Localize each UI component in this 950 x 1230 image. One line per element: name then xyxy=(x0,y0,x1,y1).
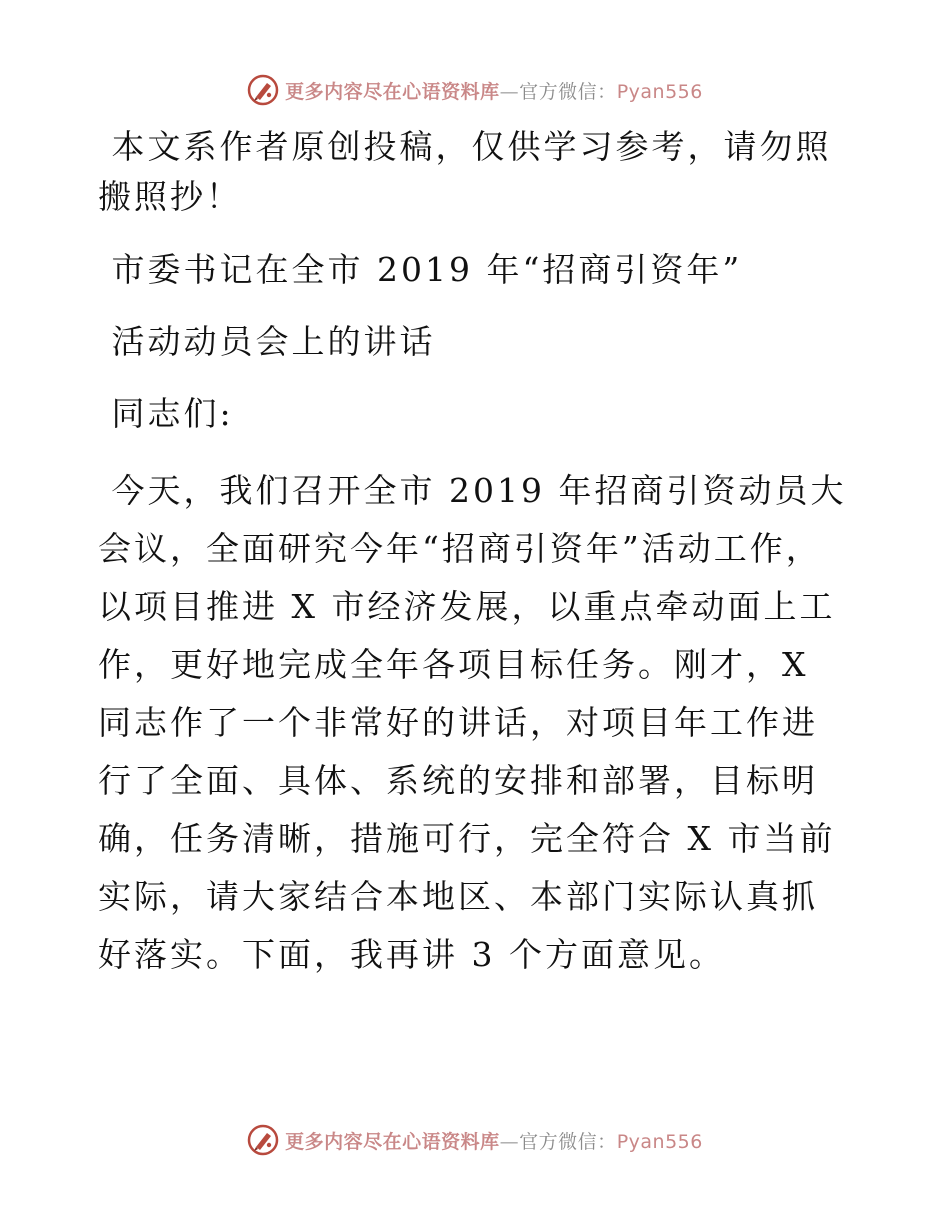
banner-text: 更多内容尽在心语资料库—官方微信：Pyan556 xyxy=(285,1130,703,1153)
quill-pen-logo-icon xyxy=(247,1124,279,1156)
document-title-line-2: 活动动员会上的讲话 xyxy=(98,322,436,361)
body-paragraph: 今天，我们召开全市 2019 年招商引资动员大会议，全面研究今年“招商引资年”活动工作，以项目推进 X 市经济发展，以重点牵动面上工作，更好地完成全年各项目标任务。刚才，X 同志作了一个非常好的讲话，对项目年工作进行了全面、具体、系统的安排和部署，目标明确，任务清晰，措施可行，完全符合 X 市当前实际，请大家结合本地区、本部门实际认真抓好落实。下面，我再讲 3 个方面意见。 xyxy=(98,471,847,974)
copyright-notice: 本文系作者原创投稿，仅供学习参考，请勿照搬照抄！ xyxy=(98,127,832,216)
quill-pen-logo-icon xyxy=(247,74,279,106)
document-body xyxy=(98,122,853,984)
footer-banner xyxy=(0,1120,950,1160)
banner-text: 更多内容尽在心语资料库—官方微信：Pyan556 xyxy=(285,80,703,103)
header-banner xyxy=(0,70,950,110)
greeting: 同志们: xyxy=(98,394,234,433)
document-title-line-1: 市委书记在全市 2019 年“招商引资年” xyxy=(98,250,743,289)
